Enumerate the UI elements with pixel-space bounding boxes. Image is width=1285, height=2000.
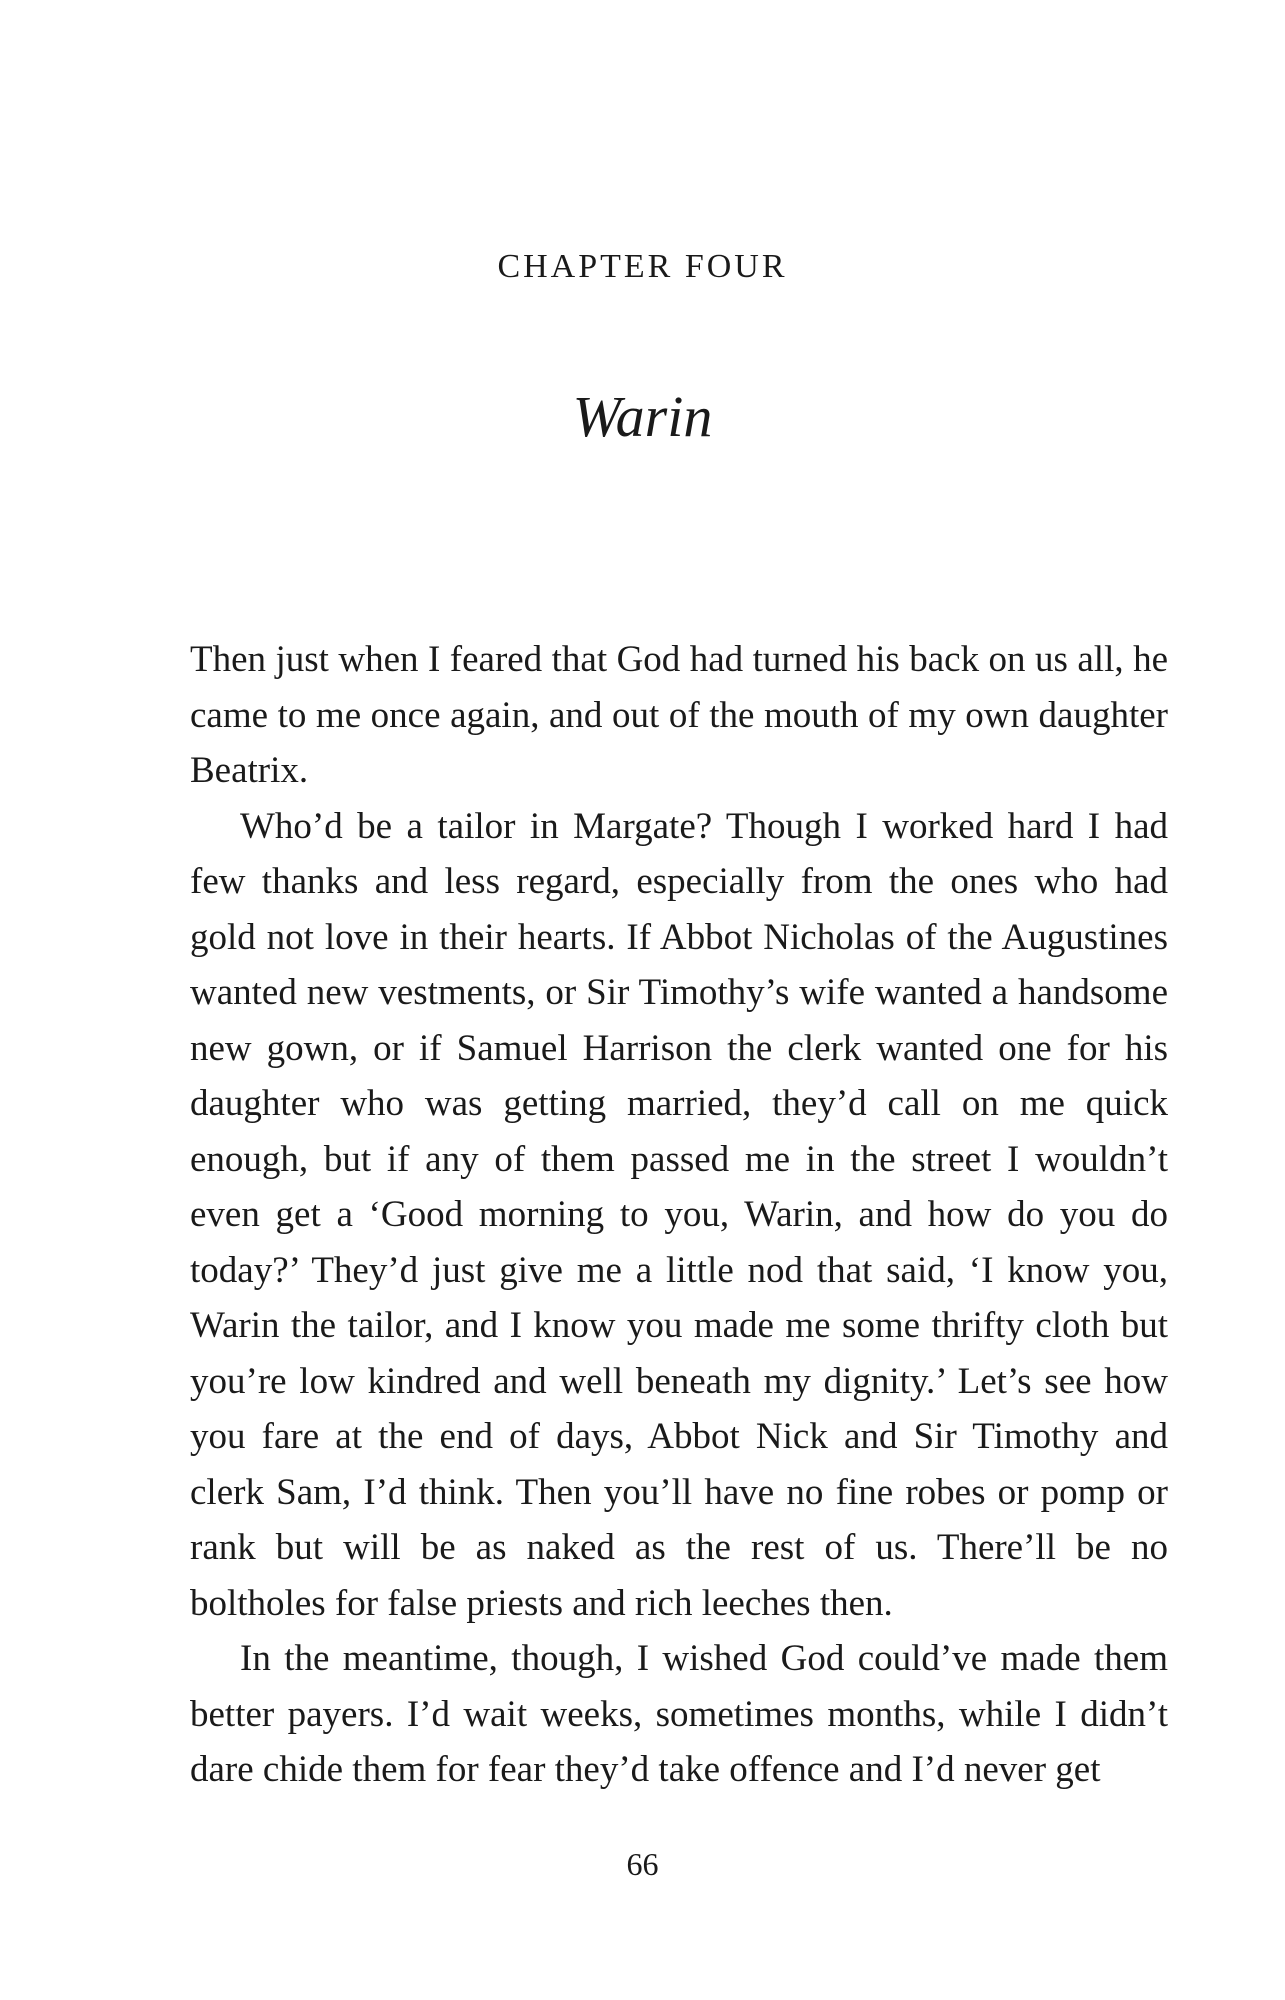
paragraph-tailor: Who’d be a tailor in Margate? Though I worked hard I had few thanks and less regard, especially from the ones who had gold not love in their hearts. If Abbot Nicholas of the Augustines wanted new vestments, or Sir Timothy’s wife wanted a handsome new gown, or if Samuel Harrison the clerk wanted one for his daughter who was getting married, they’d call on me quick enough, but if any of them passed me in the street I wouldn’t even get a ‘Good morning to you, Warin, and how do you do today?’ They’d just give me a little nod that said, ‘I know you, Warin the tailor, and I know you made me some thrifty cloth but you’re low kindred and well beneath my dignity.’ Let’s see how you fare at the end of days, Abbot Nick and Sir Timothy and clerk Sam, I’d think. Then you’ll have no fine robes or pomp or rank but will be as naked as the rest of us. There’ll be no boltholes for false priests and rich leeches then. xyxy=(190,805,1168,1624)
page-number: 66 xyxy=(626,1846,659,1882)
body-text xyxy=(190,632,1168,1798)
chapter-label: CHAPTER FOUR xyxy=(497,248,788,285)
paragraph-opening: Then just when I feared that God had turned his back on us all, he came to me once again, and out of the mouth of my own daughter Beatrix. xyxy=(190,639,1168,791)
paragraph-payers: In the meantime, though, I wished God could’ve made them better payers. I’d wait weeks, sometimes months, while I didn’t dare chide them for fear they’d take offence and I’d never get xyxy=(190,1638,1168,1790)
chapter-title: Warin xyxy=(572,384,713,449)
